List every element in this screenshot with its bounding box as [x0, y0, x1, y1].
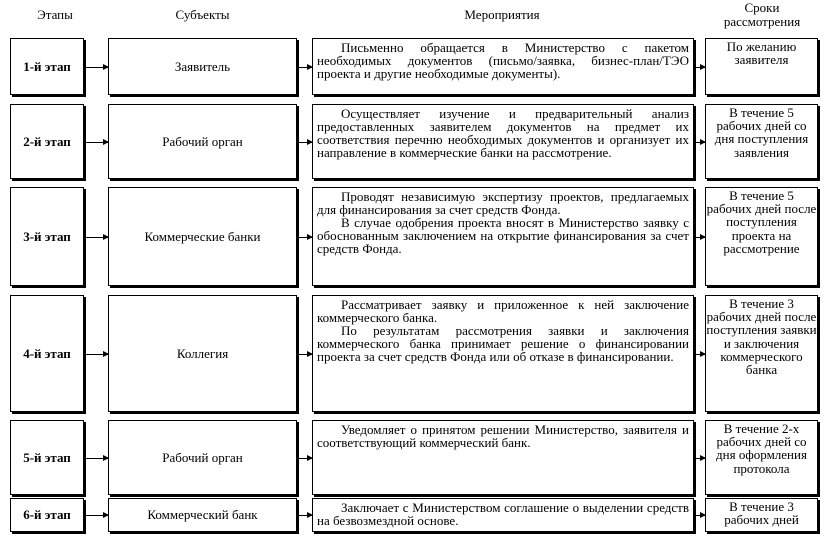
subject-box: [108, 104, 297, 179]
connector-arrow: [299, 142, 312, 143]
header-activities: Мероприятия: [464, 7, 540, 22]
subject-box: [108, 38, 297, 95]
connector-arrow: [299, 67, 312, 68]
activity-paragraph: По результатам рассмотрения заявки и заключения коммерческого банка принимает решение о финансировании проекта за счет средств Фонда или об отказе в финансировании.: [317, 323, 689, 364]
stage-box: [10, 38, 84, 95]
term-label: В течение 3 рабочих дней после поступления заявки и заключения коммерческого банка: [706, 296, 817, 378]
connector-arrow: [86, 237, 108, 238]
header-stages: Этапы: [37, 7, 73, 22]
stage-label: 5-й этап: [23, 449, 71, 465]
term-box: [705, 104, 818, 179]
connector-arrow: [696, 67, 705, 68]
term-box: [705, 187, 818, 286]
connector-arrow: [299, 515, 312, 516]
connector-arrow: [86, 354, 108, 355]
activity-paragraph: Рассматривает заявку и приложенное к ней заключение коммерческого банка.: [317, 297, 689, 325]
activity-paragraph: Осуществляет изучение и предварительный анализ предоставленных заявителем документов на предмет их соответствия перечню необходимых документов и организует их направление в коммерческие банки на рассмотрение.: [317, 106, 689, 160]
subject-label: Рабочий орган: [162, 449, 243, 465]
stage-label: 4-й этап: [23, 345, 71, 361]
activity-box: [312, 295, 694, 412]
term-label: В течение 2-х рабочих дней со дня оформления протокола: [716, 421, 807, 476]
connector-arrow: [299, 458, 312, 459]
header-terms: Сроки рассмотрения: [723, 0, 801, 29]
activity-box: [312, 420, 694, 495]
stage-box: [10, 187, 84, 286]
subject-label: Коллегия: [176, 345, 229, 361]
header-subjects: Субъекты: [175, 7, 230, 22]
subject-box: [108, 187, 297, 286]
activity-paragraph: В случае одобрения проекта вносят в Министерство заявку с обоснованным заключением на открытие финансирования за счет средств Фонда.: [317, 215, 689, 256]
connector-arrow: [696, 237, 705, 238]
term-box: [705, 498, 818, 532]
activity-paragraph: Проводят независимую экспертизу проектов, предлагаемых для финансирования за счет средств Фонда.: [317, 189, 689, 217]
subject-box: [108, 420, 297, 495]
activity-paragraph: Заключает с Министерством соглашение о выделении средств на безвозмездной основе.: [317, 500, 689, 528]
stage-box: [10, 104, 84, 179]
stage-label: 2-й этап: [23, 133, 71, 149]
activity-box: [312, 187, 694, 286]
connector-arrow: [86, 67, 108, 68]
term-box: [705, 295, 818, 412]
connector-arrow: [696, 458, 705, 459]
activity-box: [312, 38, 694, 95]
subject-box: [108, 498, 297, 532]
term-box: [705, 420, 818, 495]
subject-box: [108, 295, 297, 412]
activity-box: [312, 498, 694, 532]
activity-paragraph: Письменно обращается в Министерство с пакетом необходимых документов (письмо/заявка, бизнес-план/ТЭО проекта и другие необходимые документы).: [317, 40, 689, 81]
connector-arrow: [299, 237, 312, 238]
stage-label: 1-й этап: [23, 58, 71, 74]
stage-box: [10, 420, 84, 495]
stage-label: 3-й этап: [23, 228, 71, 244]
activity-paragraph: Уведомляет о принятом решении Министерство, заявителя и соответствующий коммерческий банк.: [317, 422, 689, 450]
subject-label: Коммерческие банки: [144, 228, 261, 244]
activity-box: [312, 104, 694, 179]
term-box: [705, 38, 818, 95]
connector-arrow: [86, 515, 108, 516]
connector-arrow: [696, 515, 705, 516]
stage-box: [10, 498, 84, 532]
stage-label: 6-й этап: [23, 507, 71, 522]
term-label: В течение 3 рабочих дней: [724, 499, 799, 528]
connector-arrow: [86, 142, 108, 143]
connector-arrow: [299, 354, 312, 355]
subject-label: Заявитель: [174, 58, 231, 74]
term-label: В течение 5 рабочих дней после поступления проекта на рассмотрение: [706, 188, 817, 256]
connector-arrow: [86, 458, 108, 459]
stage-box: [10, 295, 84, 412]
connector-arrow: [696, 142, 705, 143]
subject-label: Рабочий орган: [162, 133, 243, 149]
term-label: В течение 5 рабочих дней со дня поступления заявления: [714, 105, 809, 160]
subject-label: Коммерческий банк: [147, 507, 258, 522]
connector-arrow: [696, 354, 705, 355]
term-label: По желанию заявителя: [726, 39, 797, 68]
